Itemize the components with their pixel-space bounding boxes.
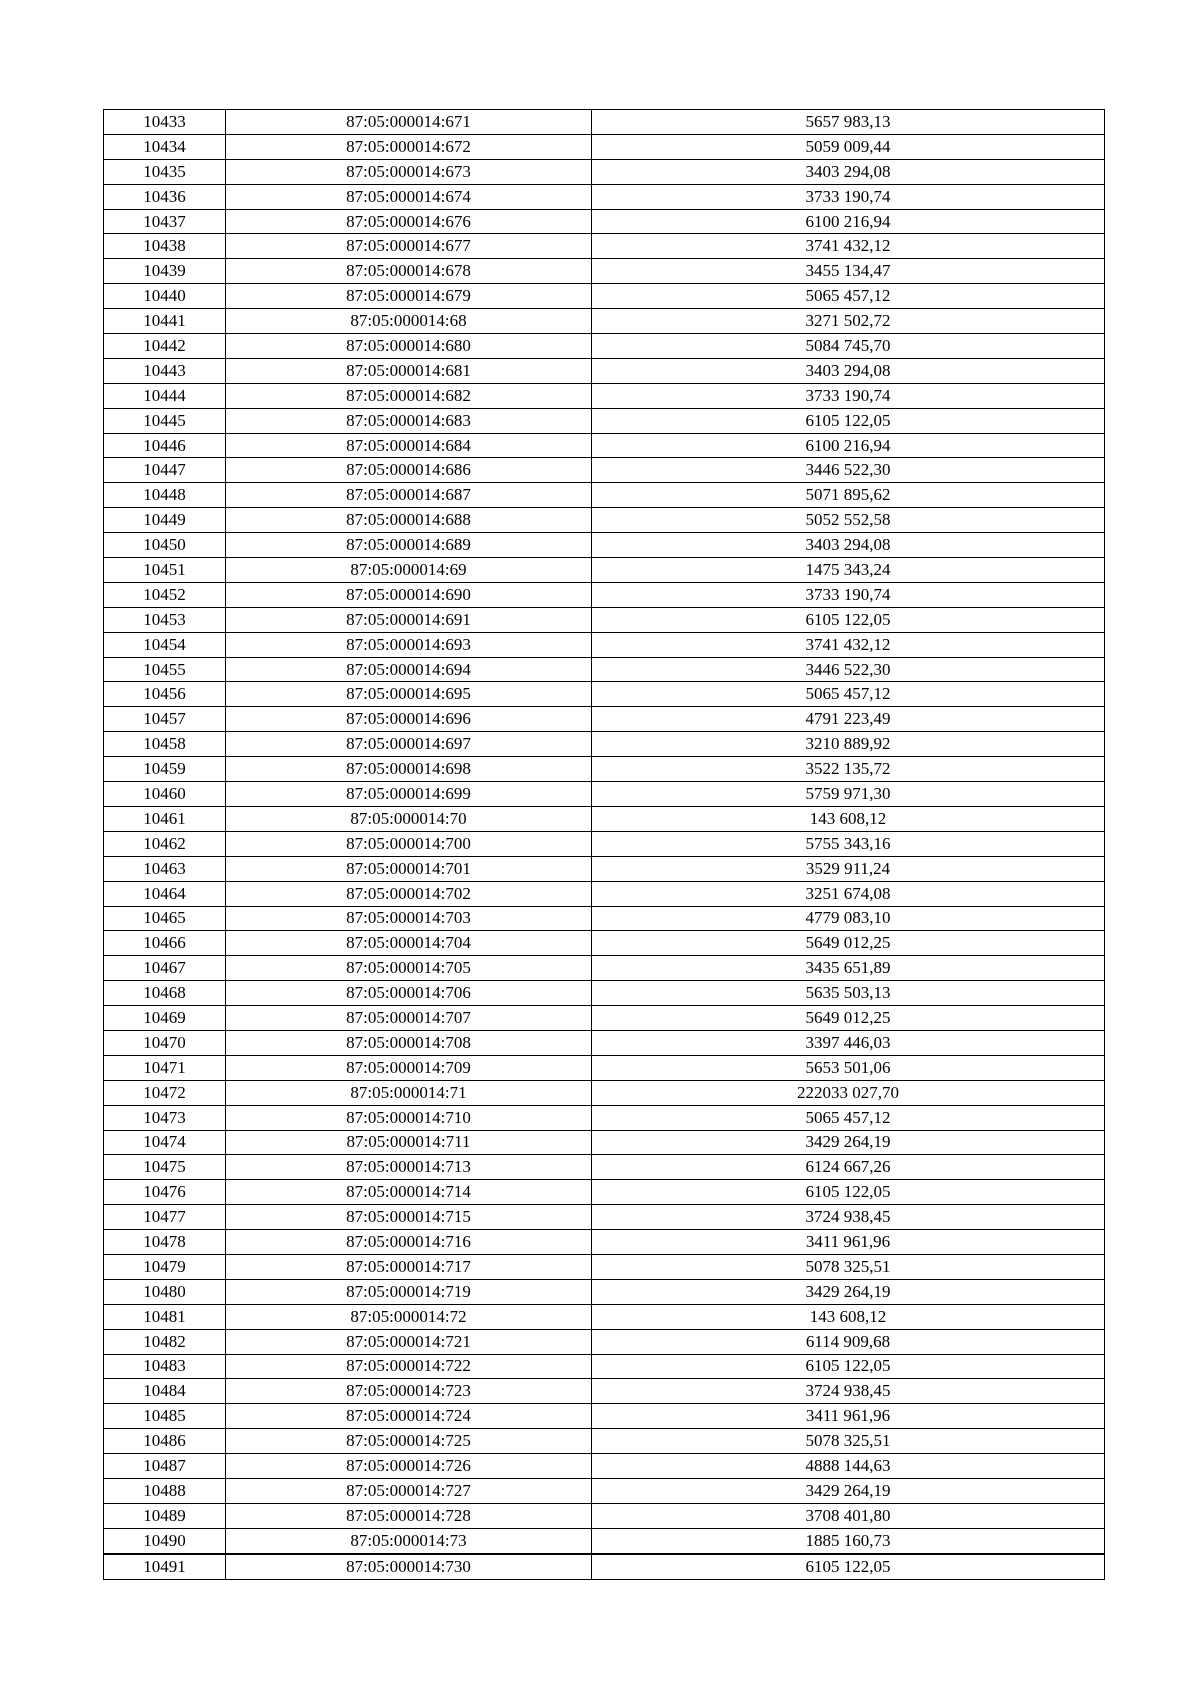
table-row <box>104 906 1105 931</box>
row-number-cell: 10484 <box>104 1379 226 1404</box>
table-row <box>104 209 1105 234</box>
table-row <box>104 284 1105 309</box>
table-row <box>104 1279 1105 1304</box>
cadastral-value-cell: 3724 938,45 <box>592 1205 1105 1230</box>
cadastral-value-cell: 3529 911,24 <box>592 856 1105 881</box>
cadastral-value-cell: 5078 325,51 <box>592 1254 1105 1279</box>
cadastral-number-cell: 87:05:000014:725 <box>226 1429 592 1454</box>
cadastral-value-cell: 5065 457,12 <box>592 682 1105 707</box>
table-row <box>104 433 1105 458</box>
cadastral-value-cell: 143 608,12 <box>592 1304 1105 1329</box>
cadastral-number-cell: 87:05:000014:714 <box>226 1180 592 1205</box>
row-number-cell: 10456 <box>104 682 226 707</box>
table-row <box>104 1429 1105 1454</box>
cadastral-number-cell: 87:05:000014:671 <box>226 110 592 135</box>
cadastral-value-cell: 3403 294,08 <box>592 533 1105 558</box>
table-row <box>104 508 1105 533</box>
table-row <box>104 1006 1105 1031</box>
cadastral-number-cell: 87:05:000014:713 <box>226 1155 592 1180</box>
cadastral-value-cell: 6105 122,05 <box>592 1354 1105 1379</box>
row-number-cell: 10489 <box>104 1503 226 1528</box>
table-row <box>104 184 1105 209</box>
cadastral-number-cell: 87:05:000014:728 <box>226 1503 592 1528</box>
row-number-cell: 10479 <box>104 1254 226 1279</box>
row-number-cell: 10465 <box>104 906 226 931</box>
cadastral-number-cell: 87:05:000014:683 <box>226 408 592 433</box>
cadastral-value-cell: 5657 983,13 <box>592 110 1105 135</box>
row-number-cell: 10443 <box>104 358 226 383</box>
cadastral-value-cell: 3403 294,08 <box>592 358 1105 383</box>
cadastral-number-cell: 87:05:000014:695 <box>226 682 592 707</box>
row-number-cell: 10441 <box>104 309 226 334</box>
row-number-cell: 10473 <box>104 1105 226 1130</box>
cadastral-number-cell: 87:05:000014:71 <box>226 1080 592 1105</box>
cadastral-number-cell: 87:05:000014:697 <box>226 732 592 757</box>
table-row <box>104 134 1105 159</box>
table-row <box>104 1080 1105 1105</box>
cadastral-value-cell: 3455 134,47 <box>592 259 1105 284</box>
cadastral-value-table <box>103 109 1105 1580</box>
table-row <box>104 1304 1105 1329</box>
table-row <box>104 558 1105 583</box>
cadastral-value-cell: 3429 264,19 <box>592 1279 1105 1304</box>
row-number-cell: 10442 <box>104 334 226 359</box>
table-row <box>104 159 1105 184</box>
row-number-cell: 10475 <box>104 1155 226 1180</box>
row-number-cell: 10472 <box>104 1080 226 1105</box>
cadastral-number-cell: 87:05:000014:681 <box>226 358 592 383</box>
row-number-cell: 10482 <box>104 1329 226 1354</box>
cadastral-value-cell: 5059 009,44 <box>592 134 1105 159</box>
cadastral-value-cell: 4779 083,10 <box>592 906 1105 931</box>
row-number-cell: 10457 <box>104 707 226 732</box>
table-body <box>104 110 1105 1580</box>
row-number-cell: 10464 <box>104 881 226 906</box>
table-row <box>104 408 1105 433</box>
cadastral-value-cell: 5084 745,70 <box>592 334 1105 359</box>
row-number-cell: 10445 <box>104 408 226 433</box>
table-row <box>104 806 1105 831</box>
cadastral-number-cell: 87:05:000014:726 <box>226 1454 592 1479</box>
row-number-cell: 10454 <box>104 632 226 657</box>
cadastral-number-cell: 87:05:000014:721 <box>226 1329 592 1354</box>
table-row <box>104 856 1105 881</box>
cadastral-number-cell: 87:05:000014:682 <box>226 383 592 408</box>
row-number-cell: 10451 <box>104 558 226 583</box>
row-number-cell: 10467 <box>104 956 226 981</box>
row-number-cell: 10450 <box>104 533 226 558</box>
table-row <box>104 1528 1105 1553</box>
cadastral-number-cell: 87:05:000014:715 <box>226 1205 592 1230</box>
row-number-cell: 10434 <box>104 134 226 159</box>
table-row <box>104 1354 1105 1379</box>
cadastral-value-cell: 6124 667,26 <box>592 1155 1105 1180</box>
table-row <box>104 1205 1105 1230</box>
cadastral-number-cell: 87:05:000014:72 <box>226 1304 592 1329</box>
cadastral-value-cell: 3741 432,12 <box>592 234 1105 259</box>
cadastral-value-cell: 3271 502,72 <box>592 309 1105 334</box>
cadastral-number-cell: 87:05:000014:678 <box>226 259 592 284</box>
table-row <box>104 1329 1105 1354</box>
table-row <box>104 707 1105 732</box>
row-number-cell: 10486 <box>104 1429 226 1454</box>
table-row <box>104 931 1105 956</box>
cadastral-number-cell: 87:05:000014:709 <box>226 1055 592 1080</box>
cadastral-value-cell: 6105 122,05 <box>592 1554 1105 1579</box>
cadastral-number-cell: 87:05:000014:674 <box>226 184 592 209</box>
cadastral-number-cell: 87:05:000014:706 <box>226 981 592 1006</box>
cadastral-number-cell: 87:05:000014:676 <box>226 209 592 234</box>
cadastral-number-cell: 87:05:000014:724 <box>226 1404 592 1429</box>
table-row <box>104 383 1105 408</box>
table-row <box>104 358 1105 383</box>
cadastral-number-cell: 87:05:000014:680 <box>226 334 592 359</box>
cadastral-value-cell: 6105 122,05 <box>592 607 1105 632</box>
cadastral-value-cell: 3411 961,96 <box>592 1404 1105 1429</box>
table-row <box>104 458 1105 483</box>
row-number-cell: 10449 <box>104 508 226 533</box>
table-row <box>104 1503 1105 1528</box>
row-number-cell: 10474 <box>104 1130 226 1155</box>
cadastral-number-cell: 87:05:000014:686 <box>226 458 592 483</box>
cadastral-number-cell: 87:05:000014:702 <box>226 881 592 906</box>
cadastral-value-cell: 5649 012,25 <box>592 931 1105 956</box>
cadastral-value-cell: 1885 160,73 <box>592 1528 1105 1553</box>
cadastral-number-cell: 87:05:000014:711 <box>226 1130 592 1155</box>
table-row <box>104 1478 1105 1503</box>
cadastral-number-cell: 87:05:000014:700 <box>226 831 592 856</box>
row-number-cell: 10469 <box>104 1006 226 1031</box>
row-number-cell: 10455 <box>104 657 226 682</box>
cadastral-value-cell: 5071 895,62 <box>592 483 1105 508</box>
cadastral-value-cell: 3403 294,08 <box>592 159 1105 184</box>
cadastral-value-cell: 5759 971,30 <box>592 782 1105 807</box>
table-row <box>104 1554 1105 1579</box>
cadastral-value-cell: 4791 223,49 <box>592 707 1105 732</box>
row-number-cell: 10438 <box>104 234 226 259</box>
table-row <box>104 607 1105 632</box>
cadastral-number-cell: 87:05:000014:694 <box>226 657 592 682</box>
row-number-cell: 10488 <box>104 1478 226 1503</box>
cadastral-number-cell: 87:05:000014:693 <box>226 632 592 657</box>
cadastral-number-cell: 87:05:000014:699 <box>226 782 592 807</box>
cadastral-value-cell: 3429 264,19 <box>592 1130 1105 1155</box>
table-row <box>104 1055 1105 1080</box>
row-number-cell: 10462 <box>104 831 226 856</box>
cadastral-value-cell: 3210 889,92 <box>592 732 1105 757</box>
cadastral-value-cell: 6100 216,94 <box>592 433 1105 458</box>
cadastral-number-cell: 87:05:000014:688 <box>226 508 592 533</box>
cadastral-number-cell: 87:05:000014:704 <box>226 931 592 956</box>
cadastral-value-cell: 5065 457,12 <box>592 1105 1105 1130</box>
row-number-cell: 10470 <box>104 1030 226 1055</box>
row-number-cell: 10437 <box>104 209 226 234</box>
cadastral-value-cell: 3429 264,19 <box>592 1478 1105 1503</box>
cadastral-value-cell: 3733 190,74 <box>592 184 1105 209</box>
row-number-cell: 10446 <box>104 433 226 458</box>
row-number-cell: 10439 <box>104 259 226 284</box>
table-row <box>104 533 1105 558</box>
table-row <box>104 1379 1105 1404</box>
row-number-cell: 10440 <box>104 284 226 309</box>
table-row <box>104 334 1105 359</box>
cadastral-number-cell: 87:05:000014:707 <box>226 1006 592 1031</box>
table-row <box>104 1105 1105 1130</box>
table-row <box>104 1130 1105 1155</box>
cadastral-value-cell: 6105 122,05 <box>592 408 1105 433</box>
cadastral-number-cell: 87:05:000014:719 <box>226 1279 592 1304</box>
table-row <box>104 632 1105 657</box>
cadastral-number-cell: 87:05:000014:705 <box>226 956 592 981</box>
row-number-cell: 10458 <box>104 732 226 757</box>
cadastral-value-cell: 5078 325,51 <box>592 1429 1105 1454</box>
cadastral-value-cell: 3397 446,03 <box>592 1030 1105 1055</box>
cadastral-value-cell: 6100 216,94 <box>592 209 1105 234</box>
row-number-cell: 10487 <box>104 1454 226 1479</box>
row-number-cell: 10436 <box>104 184 226 209</box>
row-number-cell: 10468 <box>104 981 226 1006</box>
cadastral-number-cell: 87:05:000014:684 <box>226 433 592 458</box>
cadastral-number-cell: 87:05:000014:677 <box>226 234 592 259</box>
cadastral-value-cell: 3708 401,80 <box>592 1503 1105 1528</box>
cadastral-value-cell: 5649 012,25 <box>592 1006 1105 1031</box>
table-row <box>104 582 1105 607</box>
row-number-cell: 10466 <box>104 931 226 956</box>
row-number-cell: 10463 <box>104 856 226 881</box>
cadastral-value-cell: 3733 190,74 <box>592 582 1105 607</box>
row-number-cell: 10485 <box>104 1404 226 1429</box>
row-number-cell: 10491 <box>104 1554 226 1579</box>
row-number-cell: 10477 <box>104 1205 226 1230</box>
table-row <box>104 1030 1105 1055</box>
cadastral-value-cell: 3411 961,96 <box>592 1230 1105 1255</box>
row-number-cell: 10471 <box>104 1055 226 1080</box>
cadastral-value-cell: 6114 909,68 <box>592 1329 1105 1354</box>
table-row <box>104 782 1105 807</box>
row-number-cell: 10461 <box>104 806 226 831</box>
cadastral-value-cell: 1475 343,24 <box>592 558 1105 583</box>
row-number-cell: 10453 <box>104 607 226 632</box>
cadastral-number-cell: 87:05:000014:690 <box>226 582 592 607</box>
cadastral-number-cell: 87:05:000014:70 <box>226 806 592 831</box>
table-row <box>104 831 1105 856</box>
row-number-cell: 10444 <box>104 383 226 408</box>
table-row <box>104 682 1105 707</box>
row-number-cell: 10452 <box>104 582 226 607</box>
cadastral-number-cell: 87:05:000014:68 <box>226 309 592 334</box>
cadastral-value-cell: 3522 135,72 <box>592 757 1105 782</box>
row-number-cell: 10435 <box>104 159 226 184</box>
row-number-cell: 10448 <box>104 483 226 508</box>
row-number-cell: 10483 <box>104 1354 226 1379</box>
row-number-cell: 10478 <box>104 1230 226 1255</box>
cadastral-number-cell: 87:05:000014:703 <box>226 906 592 931</box>
cadastral-value-cell: 3435 651,89 <box>592 956 1105 981</box>
cadastral-value-cell: 3446 522,30 <box>592 657 1105 682</box>
table-row <box>104 981 1105 1006</box>
cadastral-number-cell: 87:05:000014:716 <box>226 1230 592 1255</box>
cadastral-value-cell: 5052 552,58 <box>592 508 1105 533</box>
row-number-cell: 10447 <box>104 458 226 483</box>
cadastral-value-cell: 5755 343,16 <box>592 831 1105 856</box>
row-number-cell: 10476 <box>104 1180 226 1205</box>
cadastral-value-cell: 5635 503,13 <box>592 981 1105 1006</box>
cadastral-number-cell: 87:05:000014:679 <box>226 284 592 309</box>
row-number-cell: 10480 <box>104 1279 226 1304</box>
table-row <box>104 110 1105 135</box>
row-number-cell: 10490 <box>104 1528 226 1553</box>
cadastral-number-cell: 87:05:000014:73 <box>226 1528 592 1553</box>
cadastral-value-cell: 4888 144,63 <box>592 1454 1105 1479</box>
cadastral-value-cell: 222033 027,70 <box>592 1080 1105 1105</box>
table-row <box>104 1155 1105 1180</box>
cadastral-number-cell: 87:05:000014:689 <box>226 533 592 558</box>
cadastral-number-cell: 87:05:000014:687 <box>226 483 592 508</box>
cadastral-value-cell: 3724 938,45 <box>592 1379 1105 1404</box>
table-row <box>104 657 1105 682</box>
cadastral-value-cell: 5065 457,12 <box>592 284 1105 309</box>
table-row <box>104 234 1105 259</box>
table-row <box>104 732 1105 757</box>
table-row <box>104 1230 1105 1255</box>
table-row <box>104 259 1105 284</box>
table-row <box>104 309 1105 334</box>
cadastral-number-cell: 87:05:000014:69 <box>226 558 592 583</box>
cadastral-number-cell: 87:05:000014:727 <box>226 1478 592 1503</box>
row-number-cell: 10481 <box>104 1304 226 1329</box>
cadastral-value-cell: 3446 522,30 <box>592 458 1105 483</box>
row-number-cell: 10460 <box>104 782 226 807</box>
cadastral-number-cell: 87:05:000014:722 <box>226 1354 592 1379</box>
cadastral-value-cell: 3741 432,12 <box>592 632 1105 657</box>
row-number-cell: 10459 <box>104 757 226 782</box>
table-row <box>104 483 1105 508</box>
cadastral-value-cell: 143 608,12 <box>592 806 1105 831</box>
cadastral-number-cell: 87:05:000014:696 <box>226 707 592 732</box>
cadastral-number-cell: 87:05:000014:673 <box>226 159 592 184</box>
table-row <box>104 1454 1105 1479</box>
cadastral-value-cell: 6105 122,05 <box>592 1180 1105 1205</box>
cadastral-number-cell: 87:05:000014:701 <box>226 856 592 881</box>
table-row <box>104 881 1105 906</box>
cadastral-value-cell: 5653 501,06 <box>592 1055 1105 1080</box>
cadastral-number-cell: 87:05:000014:730 <box>226 1554 592 1579</box>
row-number-cell: 10433 <box>104 110 226 135</box>
cadastral-number-cell: 87:05:000014:717 <box>226 1254 592 1279</box>
table-row <box>104 1404 1105 1429</box>
table-row <box>104 757 1105 782</box>
cadastral-number-cell: 87:05:000014:708 <box>226 1030 592 1055</box>
cadastral-value-cell: 3733 190,74 <box>592 383 1105 408</box>
cadastral-number-cell: 87:05:000014:723 <box>226 1379 592 1404</box>
cadastral-number-cell: 87:05:000014:691 <box>226 607 592 632</box>
table-row <box>104 1254 1105 1279</box>
cadastral-number-cell: 87:05:000014:698 <box>226 757 592 782</box>
cadastral-number-cell: 87:05:000014:672 <box>226 134 592 159</box>
cadastral-number-cell: 87:05:000014:710 <box>226 1105 592 1130</box>
table-row <box>104 1180 1105 1205</box>
table-row <box>104 956 1105 981</box>
cadastral-value-cell: 3251 674,08 <box>592 881 1105 906</box>
